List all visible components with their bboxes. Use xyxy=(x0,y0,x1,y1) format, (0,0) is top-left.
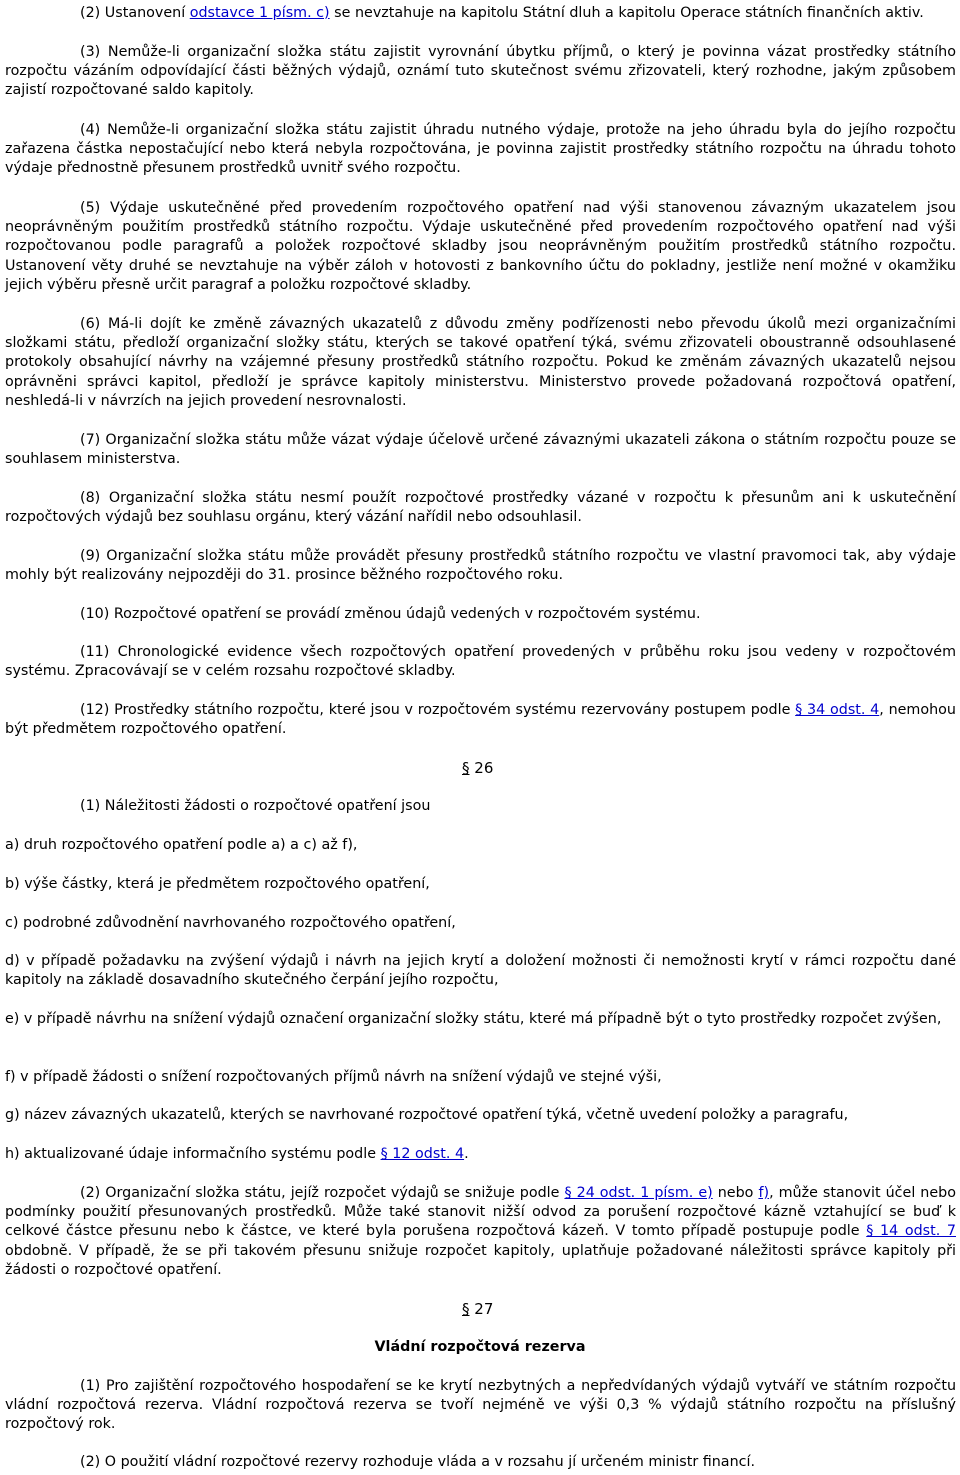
list-item-f: f) v případě žádosti o snížení rozpočtovaných příjmů návrh na snížení výdajů ve stejné výši, xyxy=(5,1069,662,1085)
paragraph-11: (11) Chronologické evidence všech rozpočtových opatření provedených v průběhu roku jsou vedeny v rozpočtovém systému. Zpracovávají se v celém rozsahu rozpočtové skladby. xyxy=(5,644,956,680)
paragraph-8: (8) Organizační složka státu nesmí použít rozpočtové prostředky vázané v rozpočtu k přesunům ani k uskutečnění rozpočtových výdajů bez souhlasu orgánu, který vázání nařídil nebo odsouhlasil. xyxy=(5,490,956,526)
text: obdobně. V případě, že se při takovém přesunu snižuje rozpočet kapitoly, uplatňuje požadované náležitosti správce kapitoly při žádosti o rozpočtové opatření. xyxy=(5,1242,956,1278)
paragraph-9: (9) Organizační složka státu může provádět přesuny prostředků státního rozpočtu ve vlastní pravomoci tak, aby výdaje mohly být realizovány nejpozději do 31. prosince běžného rozpočtového roku. xyxy=(5,548,956,584)
text: (2) Ustanovení xyxy=(80,5,190,21)
section-27-paragraph-2: (2) O použití vládní rozpočtové rezervy rozhoduje vláda a v rozsahu jí určeném ministr financí. xyxy=(80,1454,756,1470)
list-item-c: c) podrobné zdůvodnění navrhovaného rozpočtového opatření, xyxy=(5,915,456,931)
paragraph-6: (6) Má-li dojít ke změně závazných ukazatelů z důvodu změny podřízenosti nebo převodu úkolů mezi organizačními složkami státu, předloží organizační složky státu, kterých se takové opatření týká, svému zřizovateli oboustranně odsouhlasené protokoly obsahující návrhy na vzájemné přesuny prostředků státního rozpočtu. Pokud ke změnám závazných ukazatelů nejsou oprávněni správci kapitol, předloží je správce kapitoly ministerstvu. Ministerstvo provede požadovaná rozpočtová opatření, neshledá-li v návrzích na jejich provedení nesrovnalosti. xyxy=(5,316,956,409)
text: h) aktualizované údaje informačního systému podle xyxy=(5,1146,381,1162)
link-f[interactable]: f) xyxy=(758,1185,770,1201)
link-odstavce-1-pism-c[interactable]: odstavce 1 písm. c) xyxy=(189,5,330,21)
list-item-h xyxy=(5,1145,956,1164)
paragraph-2 xyxy=(5,4,956,23)
section-sign: § xyxy=(462,759,470,777)
section-26-paragraph-1: (1) Náležitosti žádosti o rozpočtové opatření jsou xyxy=(80,798,431,814)
paragraph-12 xyxy=(5,701,956,739)
section-number: 26 xyxy=(474,759,494,777)
paragraph-7: (7) Organizační složka státu může vázat výdaje účelově určené závaznými ukazateli zákona o státním rozpočtu pouze se souhlasem ministerstva. xyxy=(5,432,956,468)
link-par-12-odst-4[interactable]: § 12 odst. 4 xyxy=(380,1146,465,1162)
list-item-e: e) v případě návrhu na snížení výdajů označení organizační složky státu, které má případně být o tyto prostředky rozpočet zvýšen, xyxy=(5,1011,942,1027)
text: nebo xyxy=(712,1185,759,1201)
section-27-paragraph-1: (1) Pro zajištění rozpočtového hospodaření se ke krytí nezbytných a nepředvídaných výdajů vytváří ve státním rozpočtu vládní rozpočtová rezerva. Vládní rozpočtová rezerva se tvoří nejméně ve výši 0,3 % výdajů státního rozpočtu na příslušný rozpočtový rok. xyxy=(5,1378,956,1433)
text: (2) Organizační složka státu, jejíž rozpočet výdajů se snižuje podle xyxy=(80,1185,565,1201)
section-27-title: Vládní rozpočtová rezerva xyxy=(374,1339,586,1355)
link-par-14-odst-7[interactable]: § 14 odst. 7 xyxy=(866,1223,956,1240)
paragraph-5: (5) Výdaje uskutečněné před provedením rozpočtového opatření nad výši stanovenou závazným ukazatelem jsou neoprávněným použitím prostředků státního rozpočtu. Výdaje uskutečněné před provedením rozpočtového opatření nad výši rozpočtovanou podle paragrafů a položek rozpočtové skladby jsou neoprávněným použitím prostředků státního rozpočtu. Ustanovení věty druhé se nevztahuje na výběr záloh v hotovosti z bankovního účtu do pokladny, jestliže není možné v okamžiku jejich výběru přesně určit paragraf a položku rozpočtové skladby. xyxy=(5,200,956,293)
text: . xyxy=(464,1146,469,1162)
text: , může stanovit účel nebo podmínky použití přesunovaných prostředků. Může také stanovit nižší odvod za porušení rozpočtové kázně vztahující se buď k celkové částce přesunu nebo k částce, ve které byla porušena rozpočtová kázeň. V tomto případě postupuje podle xyxy=(5,1185,956,1240)
paragraph-3: (3) Nemůže-li organizační složka státu zajistit vyrovnání úbytku příjmů, o který je povinna vázat prostředky státního rozpočtu vázáním odpovídající části běžných výdajů, oznámí tuto skutečnost svému zřizovateli, který rozhodne, jakým způsobem zajistí rozpočtované saldo kapitoly. xyxy=(5,44,956,99)
list-item-a: a) druh rozpočtového opatření podle a) a c) až f), xyxy=(5,837,358,853)
section-number: 27 xyxy=(474,1300,494,1318)
paragraph-10: (10) Rozpočtové opatření se provádí změnou údajů vedených v rozpočtovém systému. xyxy=(80,606,701,622)
link-par-24-odst-1-pism-e[interactable]: § 24 odst. 1 písm. e) xyxy=(564,1185,713,1201)
list-item-b: b) výše částky, která je předmětem rozpočtového opatření, xyxy=(5,876,430,892)
section-27-heading xyxy=(462,1300,493,1319)
paragraph-4: (4) Nemůže-li organizační složka státu zajistit úhradu nutného výdaje, protože na jeho úhradu byla do jejího rozpočtu zařazena částka nepostačující nebo která nebyla rozpočtována, je povinna zajistit prostředky státního rozpočtu na úhradu tohoto výdaje přednostně přesunem prostředků uvnitř svého rozpočtu. xyxy=(5,122,956,177)
text: (12) Prostředky státního rozpočtu, které jsou v rozpočtovém systému rezervovány postupem podle xyxy=(80,702,796,718)
section-sign: § xyxy=(462,1300,470,1318)
list-item-g: g) název závazných ukazatelů, kterých se navrhované rozpočtové opatření týká, včetně uvedení položky a paragrafu, xyxy=(5,1107,849,1123)
list-item-d: d) v případě požadavku na zvýšení výdajů i návrh na jejich krytí a doložení možnosti či nemožnosti krytí v rámci rozpočtu dané kapitoly na základě dosavadního skutečného čerpání jejího rozpočtu, xyxy=(5,953,956,989)
text: , nemohou být předmětem rozpočtového opatření. xyxy=(5,702,956,738)
link-par-34-odst-4[interactable]: § 34 odst. 4 xyxy=(795,702,880,718)
section-26-paragraph-2 xyxy=(5,1184,956,1280)
text: se nevztahuje na kapitolu Státní dluh a kapitolu Operace státních finančních aktiv. xyxy=(329,5,924,21)
section-26-heading xyxy=(462,759,493,778)
